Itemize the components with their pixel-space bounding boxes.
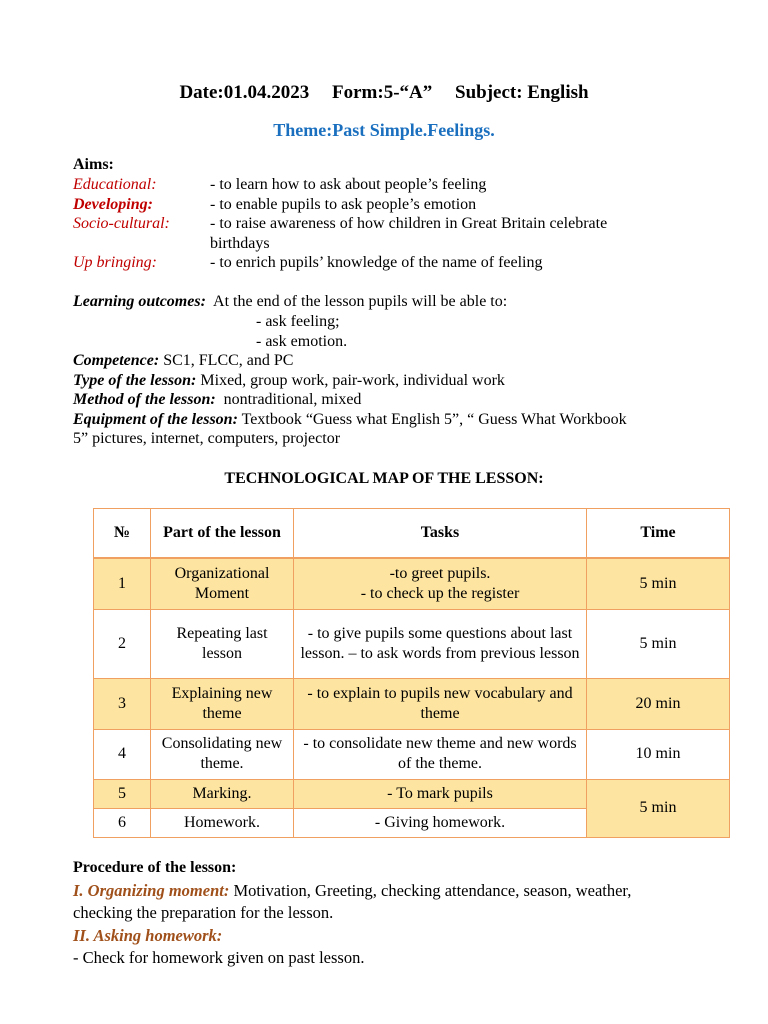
procedure-step-1: I. Organizing moment: Motivation, Greeting, checking attendance, season, weather, (73, 881, 632, 900)
competence: Competence: SC1, FLCC, and PC (73, 352, 294, 369)
row-number: 3 (94, 678, 151, 729)
table-row (94, 779, 730, 808)
row-time: 20 min (587, 678, 730, 729)
date: Date:01.04.2023 (179, 82, 310, 103)
row-number: 5 (94, 779, 151, 808)
outcome-item: - ask feeling; (256, 313, 340, 330)
table-row (94, 678, 730, 729)
procedure-title: Procedure of the lesson: (73, 859, 237, 876)
row-number: 1 (94, 558, 151, 609)
subject: Subject: English (455, 82, 589, 103)
table-header-row (94, 509, 730, 559)
row-tasks: - to explain to pupils new vocabulary and theme (294, 678, 587, 729)
row-tasks: - to consolidate new theme and new words of the theme. (294, 729, 587, 779)
header-time: Time (587, 509, 730, 559)
row-part: Consolidating new theme. (151, 729, 294, 779)
row-time: 5 min (587, 558, 730, 609)
document-header (0, 82, 768, 104)
aim-label-sociocultural: Socio-cultural: (73, 215, 170, 232)
row-part: Marking. (151, 779, 294, 808)
table-row (94, 609, 730, 678)
aims-title: Aims: (73, 156, 114, 173)
row-part: Explaining new theme (151, 678, 294, 729)
row-part: Homework. (151, 808, 294, 837)
row-part: Repeating last lesson (151, 609, 294, 678)
form: Form:5-“A” (332, 82, 433, 103)
row-tasks: -to greet pupils. - to check up the register (294, 558, 587, 609)
row-time: 10 min (587, 729, 730, 779)
row-tasks: - Giving homework. (294, 808, 587, 837)
lesson-type: Type of the lesson: Mixed, group work, pair-work, individual work (73, 372, 505, 389)
map-title: TECHNOLOGICAL MAP OF THE LESSON: (224, 470, 544, 487)
aim-label-developing: Developing: (73, 196, 153, 213)
outcome-item: - ask emotion. (256, 333, 348, 350)
lesson-map-table (93, 508, 730, 838)
row-tasks: - To mark pupils (294, 779, 587, 808)
aim-text-sociocultural: - to raise awareness of how children in Great Britain celebrate (210, 215, 608, 232)
table-row (94, 729, 730, 779)
aim-text-educational: - to learn how to ask about people’s feeling (210, 176, 487, 193)
lesson-equipment-cont: 5” pictures, internet, computers, projector (73, 430, 341, 447)
lesson-method: Method of the lesson: nontraditional, mixed (73, 391, 362, 408)
aim-text-sociocultural-cont: birthdays (210, 235, 270, 252)
row-time: 5 min (587, 609, 730, 678)
procedure-step-2-label: II. Asking homework: (73, 926, 223, 945)
procedure-step-2-text: - Check for homework given on past lesson. (73, 948, 365, 967)
table-row (94, 558, 730, 609)
header-number: № (94, 509, 151, 559)
theme-title: Theme:Past Simple.Feelings. (273, 120, 495, 140)
row-tasks: - to give pupils some questions about last lesson. – to ask words from previous lesson (294, 609, 587, 678)
row-number: 4 (94, 729, 151, 779)
learning-outcomes: Learning outcomes: At the end of the lesson pupils will be able to: (73, 293, 508, 310)
procedure-step-1-cont: checking the preparation for the lesson. (73, 903, 334, 922)
row-time: 5 min (587, 779, 730, 837)
row-part: Organizational Moment (151, 558, 294, 609)
aim-text-developing: - to enable pupils to ask people’s emotion (210, 196, 477, 213)
lesson-equipment: Equipment of the lesson: Textbook “Guess what English 5”, “ Guess What Workbook (73, 411, 627, 428)
aim-label-upbringing: Up bringing: (73, 254, 157, 271)
aim-label-educational: Educational: (73, 176, 157, 193)
aim-text-upbringing: - to enrich pupils’ knowledge of the name of feeling (210, 254, 543, 271)
header-part: Part of the lesson (151, 509, 294, 559)
row-number: 2 (94, 609, 151, 678)
header-tasks: Tasks (294, 509, 587, 559)
row-number: 6 (94, 808, 151, 837)
